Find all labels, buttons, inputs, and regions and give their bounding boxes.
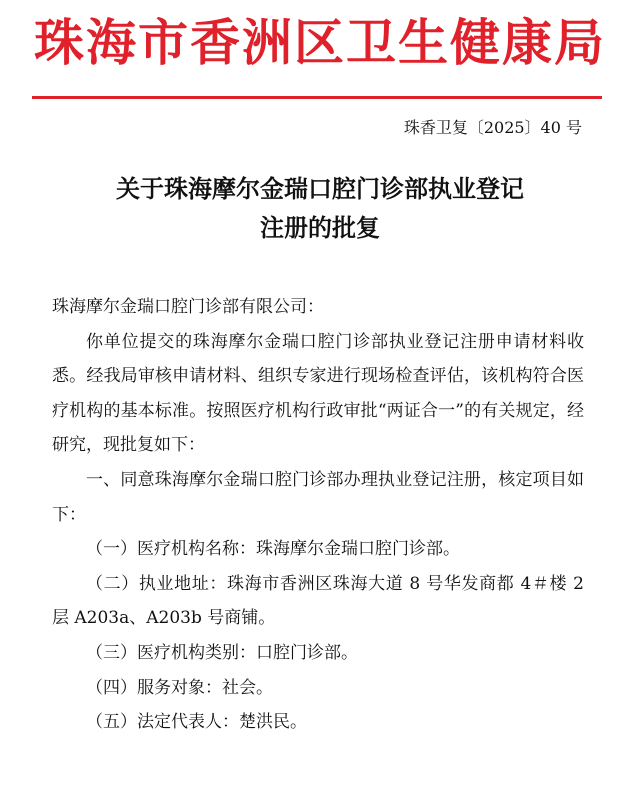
- item-institution-name: （一）医疗机构名称：珠海摩尔金瑞口腔门诊部。: [86, 539, 460, 560]
- organization-header: 珠海市香洲区卫生健康局: [34, 14, 606, 72]
- document-number: 珠香卫复〔2025〕40 号: [403, 118, 582, 137]
- title-line-2: 注册的批复: [260, 214, 380, 242]
- item-institution-category: （三）医疗机构类别：口腔门诊部。: [86, 642, 358, 663]
- approval-paragraph: 一、同意珠海摩尔金瑞口腔门诊部办理执业登记注册，核定项目如下：: [52, 469, 584, 525]
- intro-paragraph: 你单位提交的珠海摩尔金瑞口腔门诊部执业登记注册申请材料收悉。经我局审核申请材料、组织专家进行现场检查评估，该机构符合医疗机构的基本标准。按照医疗机构行政审批“两证合一”的有关规定，经研究，现批复如下：: [52, 331, 584, 456]
- item-service-target: （四）服务对象：社会。: [86, 677, 273, 698]
- item-practice-address: （二）执业地址：珠海市香洲区珠海大道 8 号华发商都 4＃楼 2 层 A203a、A203b 号商铺。: [52, 573, 584, 629]
- document-title: [0, 170, 640, 248]
- document-body: [52, 290, 584, 740]
- title-line-1: 关于珠海摩尔金瑞口腔门诊部执业登记: [116, 175, 524, 203]
- header-red-rule: [32, 96, 602, 99]
- salutation: 珠海摩尔金瑞口腔门诊部有限公司：: [52, 297, 324, 317]
- item-legal-representative: （五）法定代表人：楚洪民。: [86, 712, 307, 733]
